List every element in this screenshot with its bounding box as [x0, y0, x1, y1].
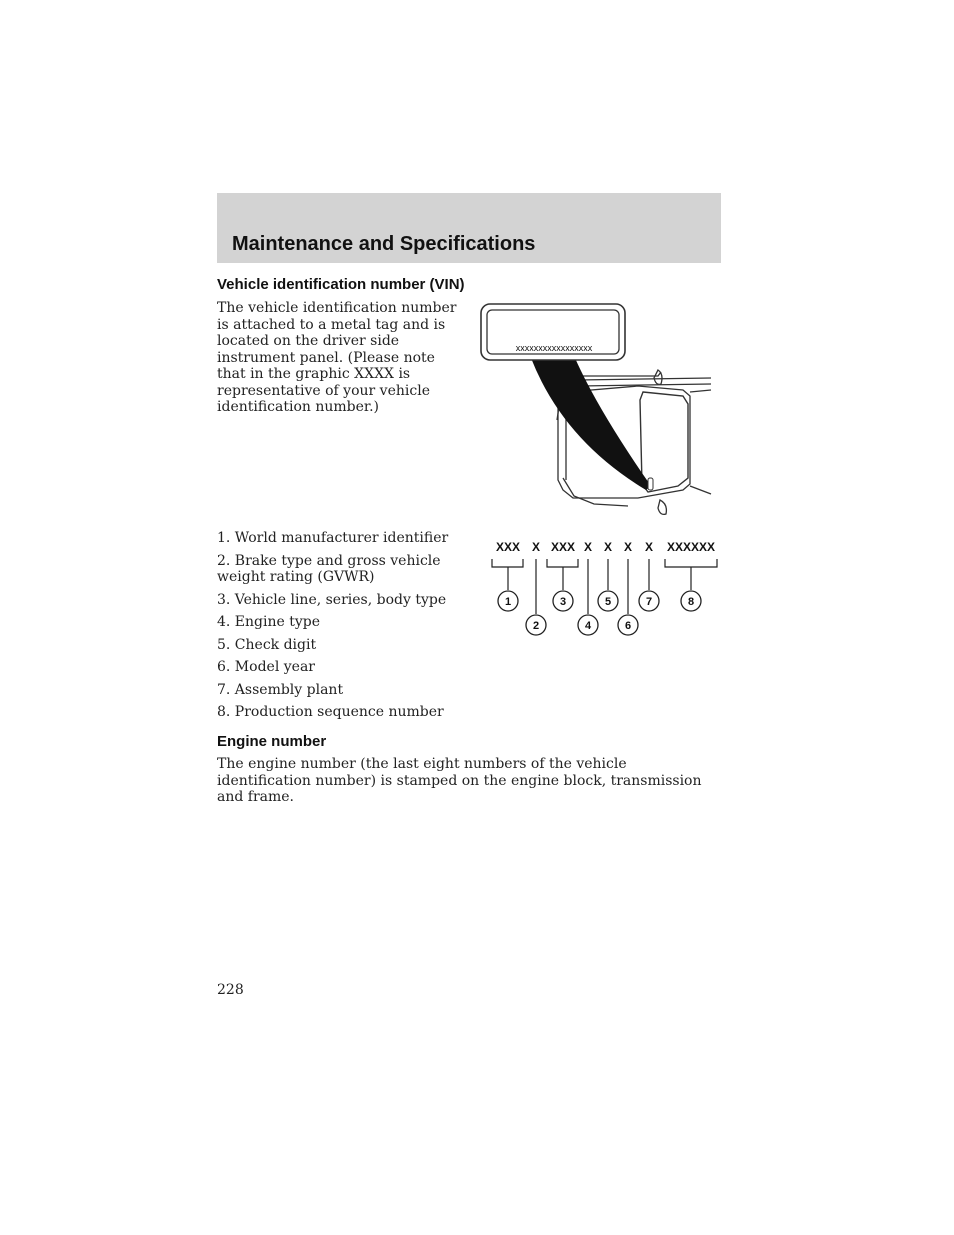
list-item: 2. Brake type and gross vehicle weight rating (GVWR)	[217, 552, 441, 585]
vin-callout-number: 3	[559, 596, 567, 608]
vin-group-text: X	[603, 540, 613, 554]
tag-location-marker	[648, 478, 653, 490]
vin-group-text: XXXXXX	[666, 540, 716, 554]
vin-group-text: XXX	[495, 540, 521, 554]
engine-number-description: The engine number (the last eight numbers of the vehicle identification number) is stamped on the engine block, transmission and frame.	[217, 756, 702, 805]
list-item: 7. Assembly plant	[217, 681, 344, 698]
vin-heading: Vehicle identification number (VIN)	[217, 276, 465, 293]
vin-description: The vehicle identification number is attached to a metal tag and is located on the driver side instrument panel. (Please note that in the graphic XXXX is representative of your vehicle identification number.)	[217, 300, 457, 415]
section-header-band	[217, 193, 721, 263]
location-pointer	[531, 358, 651, 490]
list-item: 6. Model year	[217, 659, 315, 675]
section-title: Maintenance and Specifications	[232, 233, 536, 255]
vin-group-text: X	[623, 540, 633, 554]
instrument-panel	[640, 392, 688, 492]
page-number: 228	[217, 982, 244, 998]
vin-callout-number: 7	[645, 596, 653, 608]
vin-tag-text: xxxxxxxxxxxxxxxxx	[515, 343, 593, 353]
vin-group-text: X	[644, 540, 654, 554]
vin-callout-number: 2	[532, 620, 540, 632]
list-item: 4. Engine type	[217, 614, 321, 630]
list-item: 3. Vehicle line, series, body type	[217, 591, 447, 608]
vin-callout-number: 8	[687, 596, 695, 608]
vin-callout-number: 1	[504, 596, 512, 608]
vin-callout-number: 6	[624, 620, 632, 632]
vin-group-text: XXX	[550, 540, 576, 554]
vin-breakdown-diagram	[488, 535, 724, 641]
vin-legend-list	[217, 530, 457, 727]
vin-callout-circles	[498, 591, 701, 635]
list-item: 8. Production sequence number	[217, 704, 444, 720]
vin-location-illustration	[478, 300, 714, 518]
engine-number-heading: Engine number	[217, 733, 327, 750]
list-item: 5. Check digit	[217, 636, 317, 653]
vin-callout-number: 5	[604, 596, 612, 608]
vin-group-text: X	[531, 540, 541, 554]
vin-group-text: X	[583, 540, 593, 554]
list-item: 1. World manufacturer identifier	[217, 530, 449, 546]
vin-callout-number: 4	[584, 620, 592, 632]
